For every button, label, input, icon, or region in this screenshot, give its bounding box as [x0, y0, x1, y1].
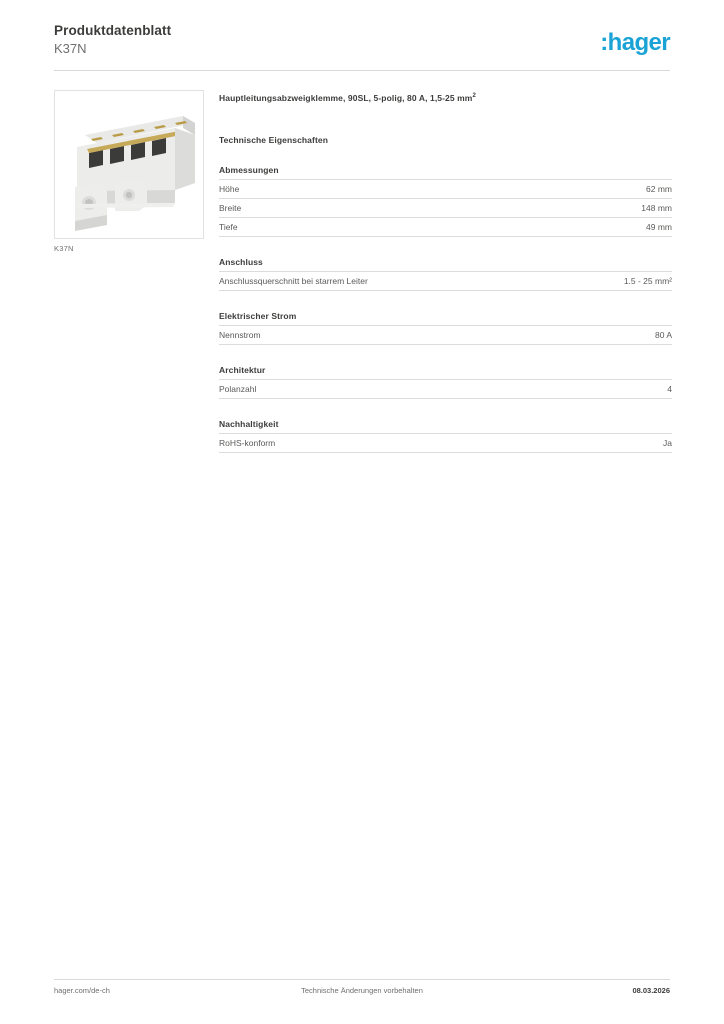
- footer-notice: Technische Änderungen vorbehalten: [301, 986, 423, 995]
- table-row: [219, 272, 672, 291]
- spec-group-title: Abmessungen: [219, 165, 279, 175]
- product-image-caption: K37N: [54, 244, 74, 253]
- technical-properties-heading: Technische Eigenschaften: [219, 135, 328, 145]
- spec-value: 49 mm: [646, 221, 672, 232]
- table-row: [219, 218, 672, 237]
- product-description: Hauptleitungsabzweigklemme, 90SL, 5-polig, 80 A, 1,5-25 $mm^2$: [219, 93, 476, 103]
- product-image: [54, 90, 204, 239]
- spec-label: Tiefe: [219, 221, 238, 232]
- spec-table: [219, 433, 672, 453]
- footer-site-link[interactable]: hager.com/de-ch: [54, 986, 110, 995]
- spec-value: 80 A: [654, 329, 672, 340]
- product-illustration-svg: [55, 91, 203, 238]
- spec-table: [219, 379, 672, 399]
- page-header: [54, 22, 670, 68]
- spec-group-architektur: [219, 365, 672, 399]
- header-divider: [54, 70, 670, 71]
- spec-value: Ja: [663, 437, 672, 448]
- page-title: Produktdatenblatt: [54, 23, 172, 38]
- spec-label: Breite: [219, 202, 242, 213]
- page-footer: [54, 986, 670, 1000]
- table-row: [219, 199, 672, 218]
- footer-date: 08.03.2026: [632, 986, 670, 995]
- page-subtitle: K37N: [54, 41, 87, 56]
- spec-group-title: Nachhaltigkeit: [219, 419, 279, 429]
- spec-label: Anschlussquerschnitt bei starrem Leiter: [219, 275, 368, 286]
- unit-superscript: 2: [472, 93, 476, 100]
- spec-group-anschluss: [219, 257, 672, 291]
- table-row: [219, 180, 672, 199]
- table-row: [219, 326, 672, 345]
- spec-label: Polanzahl: [219, 383, 257, 394]
- spec-value: 1.5 - 25 mm²: [623, 275, 672, 286]
- spec-label: Höhe: [219, 183, 240, 194]
- spec-table: [219, 271, 672, 291]
- table-row: [219, 434, 672, 453]
- spec-label: Nennstrom: [219, 329, 261, 340]
- spec-value: 62 mm: [646, 183, 672, 194]
- spec-table: [219, 179, 672, 237]
- spec-group-title: Architektur: [219, 365, 266, 375]
- spec-group-title: Elektrischer Strom: [219, 311, 297, 321]
- spec-group-title: Anschluss: [219, 257, 263, 267]
- spec-value: 148 mm: [641, 202, 672, 213]
- hager-logo: :hager: [600, 29, 670, 56]
- table-row: [219, 380, 672, 399]
- spec-table: [219, 325, 672, 345]
- footer-divider: [54, 979, 670, 980]
- spec-group-abmessungen: [219, 165, 672, 237]
- spec-group-nachhaltigkeit: [219, 419, 672, 453]
- product-details: [219, 92, 672, 453]
- spec-value: 4: [667, 383, 672, 394]
- spec-group-elektrischer-strom: [219, 311, 672, 345]
- spec-label: RoHS-konform: [219, 437, 276, 448]
